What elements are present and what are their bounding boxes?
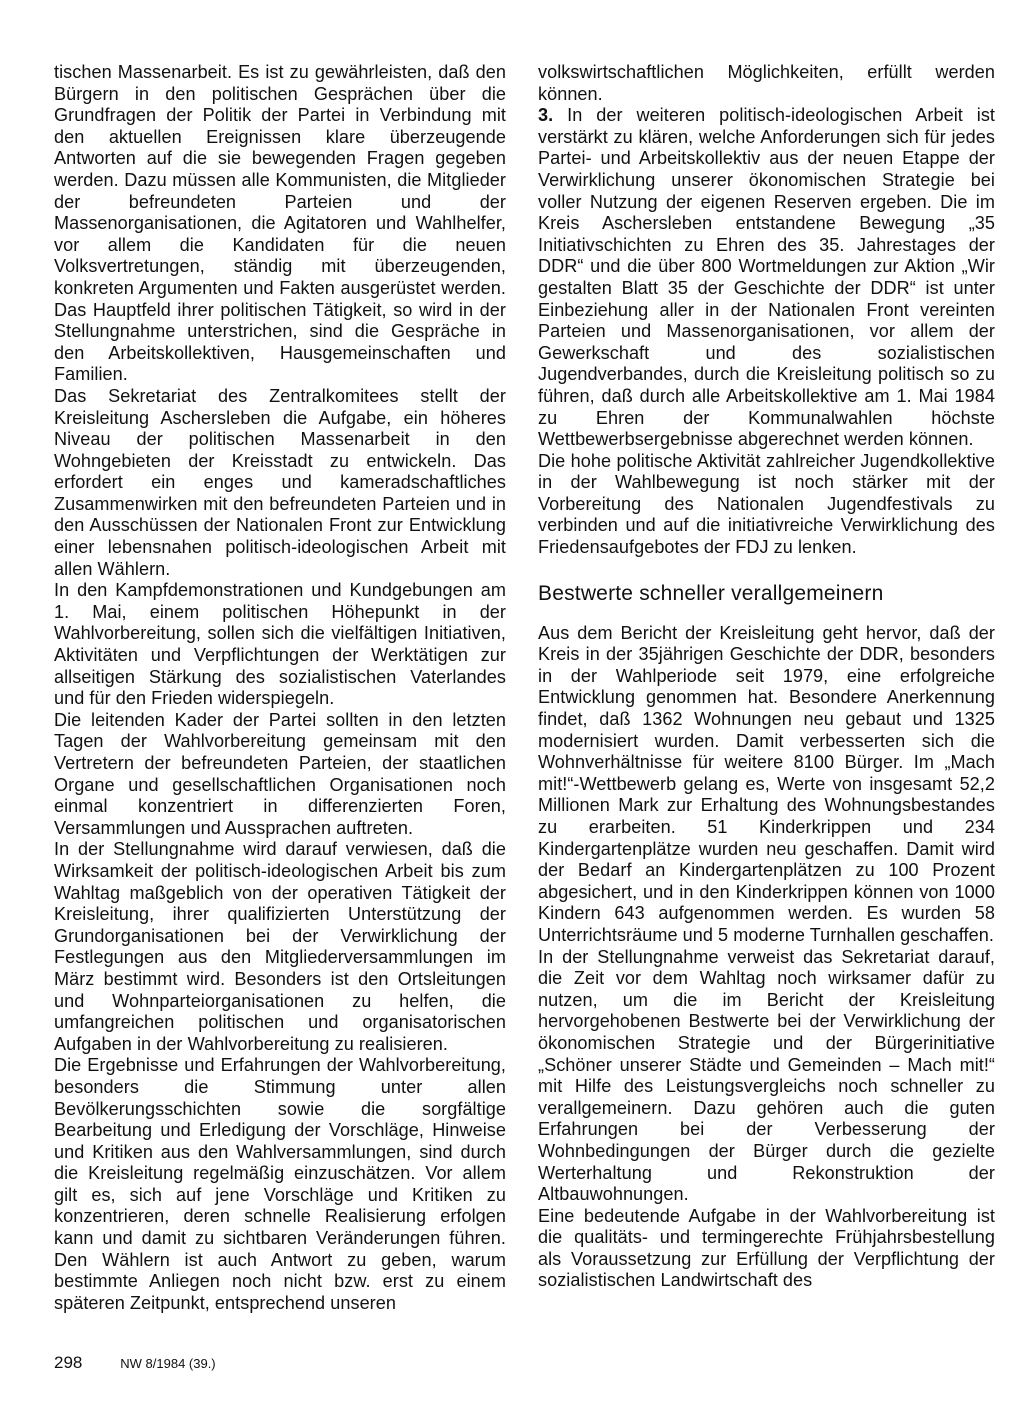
point-number: 3. [538,105,554,126]
numbered-point-3 [538,105,995,451]
body-paragraph: volkswirtschaftlichen Möglichkeiten, erfüllt werden können. [538,62,995,104]
right-column [538,62,995,1292]
body-paragraph: Die Ergebnisse und Erfahrungen der Wahlvorbereitung, besonders die Stimmung unter allen Bevölkerungsschichten sowie die sorgfältige Bearbeitung und Erledigung der Vorschläge, Hinweise und Kritiken aus den Wahlversammlungen, sind durch die Kreisleitung regelmäßig einzuschätzen. Vor allem gilt es, sich auf jene Vorschläge und Kritiken zu konzentrieren, deren schnelle Realisierung erfolgen kann und damit zu sichtbaren Veränderungen führen. Den Wählern ist auch Antwort zu geben, warum bestimmte Anliegen noch nicht bzw. erst zu einem späteren Zeitpunkt, entsprechend unseren [54,1055,506,1313]
section-heading: Bestwerte schneller verallgemeinern [538,581,884,605]
body-paragraph: Die hohe politische Aktivität zahlreicher Jugendkollektive in der Wahlbewegung ist noch stärker mit der Vorbereitung des Nationalen Jugendfestivals zu verbinden und auf die initiativreiche Verwirklichung des Friedensaufgebotes der FDJ zu lenken. [538,450,995,558]
body-paragraph: tischen Massenarbeit. Es ist zu gewährleisten, daß den Bürgern in den politischen Gesprächen über die Grundfragen der Politik der Partei in Verbindung mit den aktuellen Ereignissen klare überzeugende Antworten auf die sie bewegenden Fragen gegeben werden. Dazu müssen alle Kommunisten, die Mitglieder der befreundeten Parteien und der Massenorganisationen, die Agitatoren und Wahlhelfer, vor allem die Kandidaten für die neuen Volksvertretungen, ständig mit überzeugenden, konkreten Argumenten und Fakten ausgerüstet werden. Das Hauptfeld ihrer politischen Tätigkeit, so wird in der Stellungnahme unterstrichen, sind die Gespräche in den Arbeitskollektiven, Hausgemeinschaften und Familien. [54,62,506,385]
left-column [54,62,506,1314]
page-footer [54,1354,216,1373]
body-paragraph: Das Sekretariat des Zentralkomitees stellt der Kreisleitung Aschersleben die Aufgabe, ein höheres Niveau der politischen Massenarbeit in den Wohngebieten der Kreisstadt zu entwickeln. Das erfordert ein enges und kameradschaftliches Zusammenwirken mit den befreundeten Parteien und in den Ausschüssen der Nationalen Front zur Entwicklung einer lebensnahen politisch-ideologischen Arbeit mit allen Wählern. [54,385,506,579]
body-paragraph: In den Kampfdemonstrationen und Kundgebungen am 1. Mai, einem politischen Höhepunkt in der Wahlvorbereitung, sollen sich die vielfältigen Initiativen, Aktivitäten und Verpflichtungen der Werktätigen zur allseitigen Stärkung des sozialistischen Vaterlandes und für den Frieden widerspiegeln. [54,580,506,709]
body-paragraph: Aus dem Bericht der Kreisleitung geht hervor, daß der Kreis in der 35jährigen Geschichte der DDR, besonders in der Wahlperiode seit 1979, eine erfolgreiche Entwicklung genommen hat. Besondere Anerkennung findet, daß 1362 Wohnungen neu gebaut und 1325 modernisiert wurden. Damit verbesserten sich die Wohnverhältnisse für weitere 8100 Bürger. Im „Mach mit!“-Wettbewerb gelang es, Werte von insgesamt 52,2 Millionen Mark zur Erhaltung des Wohnungsbestandes zu erarbeiten. 51 Kinderkrippen und 234 Kindergartenplätze wurden neu geschaffen. Damit wird der Bedarf an Kindergartenplätzen zu 100 Prozent abgesichert, und in den Kinderkrippen können von 1000 Kindern 643 aufgenommen werden. Es wurden 58 Unterrichtsräume und 5 moderne Turnhallen geschaffen. [538,622,995,945]
point-text: In der weiteren politisch-ideologischen Arbeit ist verstärkt zu klären, welche Anforderungen sich für jedes Partei- und Arbeitskollektiv aus der neuen Etappe der Verwirklichung unserer ökonomischen Strategie bei voller Nutzung der eigenen Reserven ergeben. Die im Kreis Aschersleben entstandene Bewegung „35 Initiativschichten zu Ehren des 35. Jahrestages der DDR“ und die über 800 Wortmeldungen zur Aktion „Wir gestalten Blatt 35 der Geschichte der DDR“ ist unter Einbeziehung aller in der Nationalen Front vereinten Parteien und Massenorganisationen, vor allem der Gewerkschaft und des sozialistischen Jugendverbandes, durch die Kreisleitung politisch so zu führen, daß durch alle Arbeitskollektive am 1. Mai 1984 zu Ehren der Kommunalwahlen höchste Wettbewerbsergebnisse abgerechnet werden können. [538,105,995,450]
body-paragraph: Eine bedeutende Aufgabe in der Wahlvorbereitung ist die qualitäts- und termingerechte Frühjahrsbestellung als Voraussetzung zur Erfüllung der Verpflichtung der sozialistischen Landwirtschaft des [538,1205,995,1291]
page-number: 298 [54,1353,83,1372]
body-paragraph: In der Stellungnahme verweist das Sekretariat darauf, die Zeit vor dem Wahltag noch wirksamer dafür zu nutzen, um die im Bericht der Kreisleitung hervorgehobenen Bestwerte bei der Verwirklichung der ökonomischen Strategie und der Bürgerinitiative „Schöner unserer Städte und Gemeinden – Mach mit!“ mit Hilfe des Leistungsvergleichs noch schneller zu verallgemeinern. Dazu gehören auch die guten Erfahrungen bei der Verbesserung der Wohnbedingungen der Bürger durch die gezielte Werterhaltung und Rekonstruktion der Altbauwohnungen. [538,946,995,1205]
issue-label: NW 8/1984 (39.) [120,1356,216,1371]
body-paragraph: Die leitenden Kader der Partei sollten in den letzten Tagen der Wahlvorbereitung gemeinsam mit den Vertretern der befreundeten Parteien, der staatlichen Organe und gesellschaftlichen Organisationen noch einmal konzentriert in differenzierten Foren, Versammlungen und Aussprachen auftreten. [54,709,506,838]
body-paragraph: In der Stellungnahme wird darauf verwiesen, daß die Wirksamkeit der politisch-ideologischen Arbeit bis zum Wahltag maßgeblich von der operativen Tätigkeit der Kreisleitung, ihrer qualifizierten Unterstützung der Grundorganisationen bei der Verwirklichung der Festlegungen aus den Mitgliederversammlungen im März bestimmt wird. Besonders ist den Ortsleitungen und Wohnparteiorganisationen zu helfen, die umfangreichen politischen und organisatorischen Aufgaben in der Wahlvorbereitung zu realisieren. [54,839,506,1054]
